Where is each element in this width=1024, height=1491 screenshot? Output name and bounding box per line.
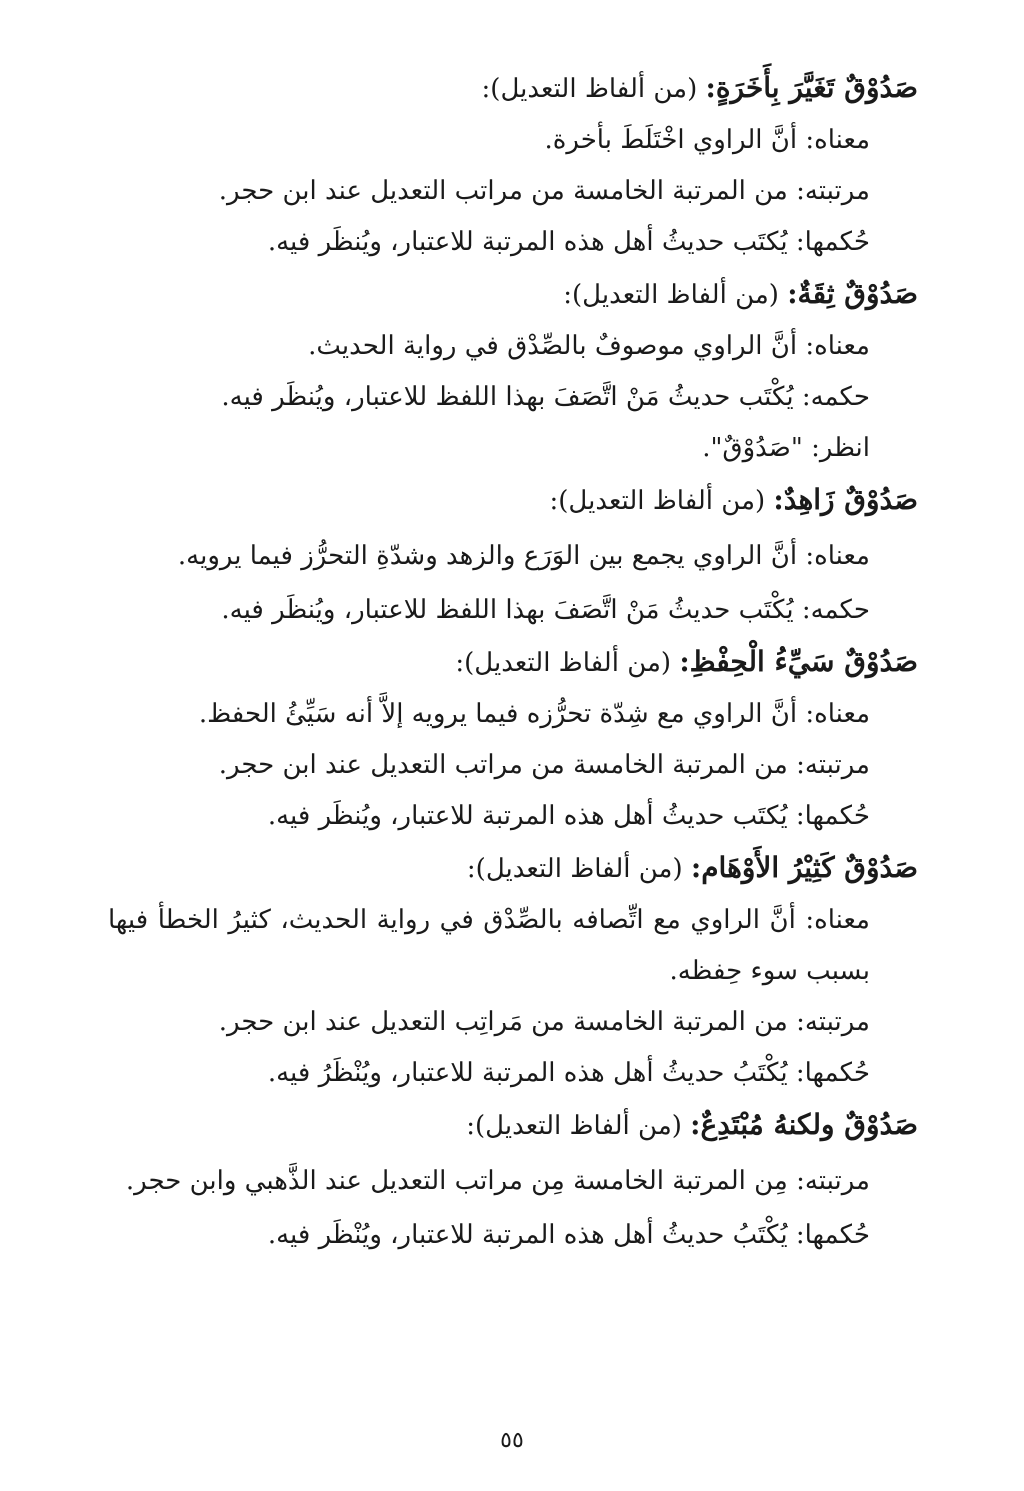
entry-term: صَدُوْقٌ سَيِّءُ الْحِفْظِ: [679,645,918,678]
entry-meaning: معناه: أنَّ الراوي مع شِدّة تحرُّزه فيما يرويه إلاَّ أنه سَيِّئُ الحفظ. [198,699,870,729]
entry-heading [108,842,918,895]
entry-rank: مرتبته: مِن المرتبة الخامسة مِن مراتب التعديل عند الذَّهبي وابن حجر. [125,1166,870,1196]
entry-meaning: معناه: أنَّ الراوي موصوفٌ بالصِّدْق في رواية الحديث. [308,331,870,361]
entry-meaning: معناه: أنَّ الراوي اخْتَلَطَ بأخرة. [544,125,870,155]
entry-term: صَدُوْقٌ ولكنهُ مُبْتَدِعٌ: [690,1108,918,1141]
entry-ruling: حُكمها: يُكْتَبُ حديثُ أهل هذه المرتبة للاعتبار، ويُنْظَر فيه. [267,1220,870,1250]
entry-heading [108,268,918,321]
entry-term: صَدُوْقٌ تَغَيَّرَ بِأَخَرَةٍ: [705,71,918,104]
glossary-entry [108,636,918,842]
entry-term: صَدُوْقٌ ثِقَةٌ: [787,277,918,310]
glossary-entry [108,62,918,268]
glossary-entry [108,1099,918,1261]
entry-ruling: حُكمها: يُكتَب حديثُ أهل هذه المرتبة للاعتبار، ويُنظَر فيه. [267,801,870,831]
glossary-entry [108,842,918,1099]
entry-ruling: حُكمها: يُكتَب حديثُ أهل هذه المرتبة للاعتبار، ويُنظَر فيه. [267,227,870,257]
entry-heading [108,62,918,115]
entry-heading [108,636,918,689]
entry-category: (من ألفاظ التعديل): [466,854,683,884]
entry-see-also: انظر: "صَدُوْقٌ". [702,433,870,463]
entry-category: (من ألفاظ التعديل): [549,486,766,516]
page-body [108,62,918,1261]
entry-ruling: حُكمها: يُكْتَبُ حديثُ أهل هذه المرتبة للاعتبار، ويُنْظَرُ فيه. [267,1058,870,1088]
entry-category: (من ألفاظ التعديل): [481,74,698,104]
entry-rank: مرتبته: من المرتبة الخامسة من مراتب التعديل عند ابن حجر. [218,176,870,206]
entry-category: (من ألفاظ التعديل): [455,648,672,678]
glossary-entry [108,474,918,636]
entry-rank: مرتبته: من المرتبة الخامسة من مَراتِب التعديل عند ابن حجر. [218,1007,870,1037]
entry-category: (من ألفاظ التعديل): [563,280,779,310]
glossary-entry [108,268,918,474]
entry-ruling: حكمه: يُكْتَب حديثُ مَنْ اتَّصَفَ بهذا اللفظ للاعتبار، ويُنظَر فيه. [221,595,870,625]
entry-rank: مرتبته: من المرتبة الخامسة من مراتب التعديل عند ابن حجر. [218,750,870,780]
entry-meaning: معناه: أنَّ الراوي يجمع بين الوَرَع والزهد وشدّةِ التحرُّز فيما يرويه. [177,541,870,571]
page-number: ٥٥ [500,1428,524,1453]
entry-term: صَدُوْقٌ كَثِيْرُ الأَوْهَام: [690,851,918,884]
entry-heading [108,1099,918,1152]
entry-category: (من ألفاظ التعديل): [466,1111,682,1141]
entry-heading [108,474,918,527]
entry-term: صَدُوْقٌ زَاهِدٌ: [773,483,918,516]
entry-ruling: حكمه: يُكْتَب حديثُ مَنْ اتَّصَفَ بهذا اللفظ للاعتبار، ويُنظَر فيه. [221,382,870,412]
entry-meaning: معناه: أنَّ الراوي مع اتِّصافه بالصِّدْق في رواية الحديث، كثيرُ الخطأ فيها بسبب سوء حِفظه. [108,905,870,986]
